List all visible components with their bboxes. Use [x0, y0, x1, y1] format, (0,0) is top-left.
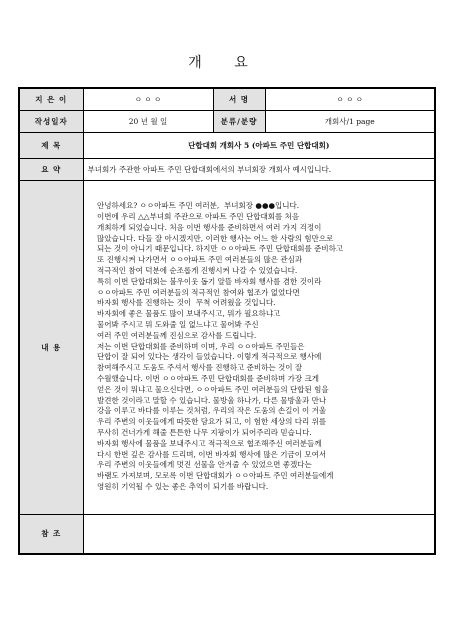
content-line: 발견한 것이라고 말할 수 있습니다. 물방울 하나가, 다른 물방울과 만나	[87, 395, 327, 405]
reference-label: 참 조	[19, 514, 83, 554]
content-line: 단합이 잘 되어 있다는 생각이 들었습니다. 이렇게 적극적으로 행사에	[87, 352, 322, 362]
content-line: 적극적인 참여 덕분에 순조롭게 진행시켜 나갈 수 있었습니다.	[87, 266, 298, 276]
content-line: 바자회 행사에 물품을 보내주시고 적극적으로 협조해주신 여러분들께	[87, 438, 322, 448]
content-body	[83, 180, 435, 514]
reference-row	[19, 514, 435, 554]
subject-label: 제 목	[19, 132, 83, 158]
content-line: 얻은 것이 뭐냐고 물으신다면, ㅇㅇ아파트 주민 여러분들의 단합된 힘을	[87, 384, 329, 394]
content-line: 수월했습니다. 이번 ㅇㅇ아파트 주민 단합대회를 준비하며 가장 크게	[87, 373, 319, 383]
author-label: 지 은 이	[19, 88, 83, 110]
summary-row	[19, 158, 435, 180]
content-line: 안녕하세요? ㅇㅇ아파트 주민 여러분, 부녀회장 ●●●입니다.	[87, 201, 300, 211]
date-label: 작성일자	[19, 110, 83, 132]
content-paragraphs	[88, 201, 431, 493]
category-value: 개회사/1 page	[265, 110, 435, 132]
content-line: 특히 이번 단합대회는 불우이웃 돕기 알뜰 바자회 행사를 겸한 것이라	[87, 276, 322, 286]
content-line: 무사히 건너가게 해줄 튼튼한 나무 지팡이가 되어주리라 믿습니다.	[87, 427, 312, 437]
content-line: 영원히 기억될 수 있는 좋은 추억이 되기를 바랍니다.	[87, 481, 269, 491]
date-value: 20 년 월 일	[83, 110, 213, 132]
content-line: 또 진행시켜 나가면서 ㅇㅇ아파트 주민 여러분들의 많은 관심과	[87, 255, 303, 265]
summary-form-table	[18, 87, 436, 555]
content-line: 우리 주변의 이웃들에게 따뜻한 담요가 되고, 이 험한 세상의 다리 위를	[87, 417, 327, 427]
content-line: 되는 것이 아니기 때문입니다. 하지만 ㅇㅇ아파트 주민 단합대회를 준비하고	[87, 244, 344, 254]
content-line: 바램도 가져보며, 모로록 이번 단합대회가 ㅇㅇ아파트 주민 여러분들에게	[87, 471, 334, 481]
content-line: 많았습니다. 다들 잘 아시겠지만, 이러한 행사는 어느 한 사람의 힘만으로	[87, 233, 334, 243]
content-line: 저는 이번 단합대회를 준비하며 이며, 우리 ㅇㅇ아파트 주민들은	[87, 341, 305, 351]
signature-value: ㅇ ㅇ ㅇ	[265, 88, 435, 110]
content-line: 물어봐 주시고 뭐 도와줄 일 없느냐고 물어봐 주신	[87, 320, 259, 329]
subject-value: 단합대회 개회사 5 (아파트 주민 단합대회)	[83, 132, 435, 158]
summary-label: 요 약	[19, 158, 83, 180]
content-line: 이번에 우리 △△부녀회 주관으로 아파트 주민 단합대회를 처음	[87, 212, 300, 222]
reference-value	[83, 514, 435, 554]
summary-value: 부녀회가 주관한 아파트 주민 단합대회에서의 부녀회장 개회사 예시입니다.	[83, 158, 435, 180]
signature-label: 서 명	[213, 88, 265, 110]
content-line: 우리 주변의 이웃들에게 멋진 선물을 안겨줄 수 있었으면 좋겠다는	[87, 460, 312, 470]
content-line: 여러 주민 여러분들께 진심으로 감사를 드립니다.	[87, 330, 257, 340]
author-value: ㅇ ㅇ ㅇ	[83, 88, 213, 110]
content-line: 참여해주시고 도움도 주셔서 행사를 진행하고 준비하는 것이 잘	[87, 363, 303, 373]
date-row	[19, 110, 435, 132]
content-row	[19, 180, 435, 514]
content-label: 내 용	[19, 180, 83, 514]
subject-row	[19, 132, 435, 158]
category-label: 분류/분량	[213, 110, 265, 132]
content-line: 바자회 행사를 진행하는 것이 무척 어려웠을 것입니다.	[87, 298, 276, 308]
document-title: 개 요	[188, 55, 262, 71]
content-line: 다시 한번 깊은 감사를 드리며, 이번 바자회 행사에 많은 기금이 모여서	[87, 449, 327, 459]
content-line: 강을 이루고 바다를 이루는 것처럼, 우리의 작은 도움의 손길이 이 겨울	[87, 406, 327, 416]
content-line: 바자회에 좋은 물품도 많이 보내주시고, 뭐가 필요하냐고	[87, 309, 281, 319]
content-line: 개최하게 되었습니다. 처음 이번 행사를 준비하면서 여러 가지 걱정이	[87, 222, 322, 232]
content-line: ㅇㅇ아파트 주민 여러분들의 적극적인 참여와 협조가 없었다면	[87, 287, 300, 297]
author-row	[19, 88, 435, 110]
